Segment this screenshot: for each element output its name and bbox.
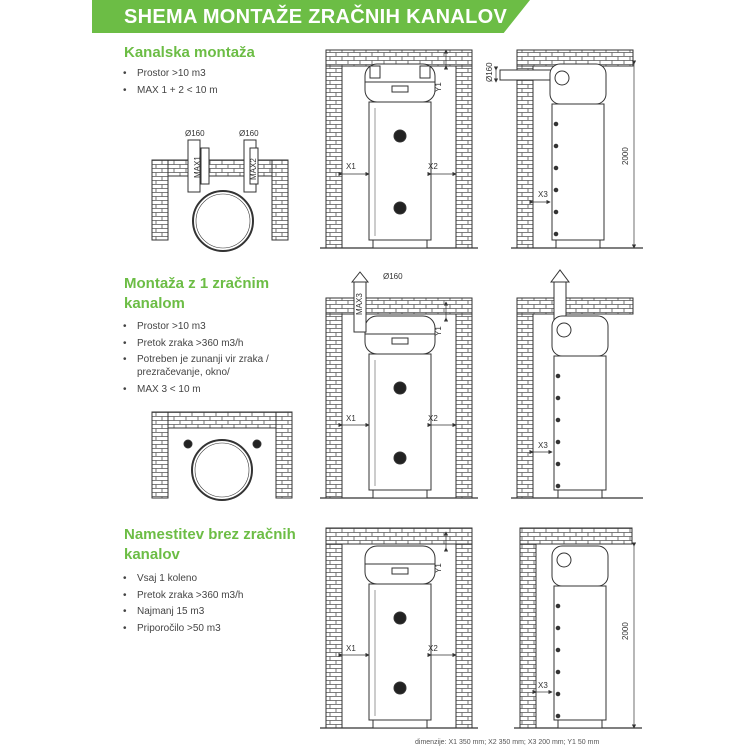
label-d160: Ø160 bbox=[239, 129, 259, 138]
brick-wall bbox=[276, 412, 292, 498]
section-2-title: Montaža z 1 zračnim kanalom bbox=[124, 275, 270, 312]
tank-body bbox=[554, 586, 606, 720]
brick-wall bbox=[326, 528, 342, 728]
pipe-connection bbox=[554, 166, 558, 170]
brick-wall bbox=[326, 50, 342, 248]
bullet: • MAX 3 < 10 m bbox=[118, 383, 308, 396]
tank-top-view bbox=[193, 191, 253, 251]
duct-port bbox=[184, 440, 192, 448]
pipe-connection bbox=[556, 604, 560, 608]
label-d160: Ø160 bbox=[485, 62, 494, 82]
brick-wall bbox=[517, 298, 533, 498]
brick-wall bbox=[520, 528, 632, 544]
tank-base bbox=[556, 240, 600, 248]
tank-body bbox=[369, 354, 431, 490]
brick-wall bbox=[456, 528, 472, 728]
section-3-title: Namestitev brez zračnih kanalov bbox=[124, 526, 296, 563]
tank-base bbox=[373, 720, 427, 728]
tank-body bbox=[554, 356, 606, 490]
brick-wall bbox=[326, 298, 472, 314]
pipe-connection bbox=[556, 714, 560, 718]
brick-wall bbox=[326, 298, 342, 498]
tank-body bbox=[369, 102, 431, 240]
label-x1: X1 bbox=[346, 644, 356, 653]
section-1-title: Kanalska montaža bbox=[124, 44, 255, 61]
tank-body bbox=[552, 104, 604, 240]
heat-pump-head bbox=[365, 546, 435, 584]
fan-housing bbox=[557, 323, 571, 337]
bullet: • Pretok zraka >360 m3/h bbox=[118, 337, 308, 350]
label-max1: MAX1 bbox=[193, 156, 202, 178]
display-panel bbox=[392, 338, 408, 344]
label-2000: 2000 bbox=[621, 147, 630, 165]
duct-arrow bbox=[352, 272, 368, 282]
bullet: • Priporočilo >50 m3 bbox=[118, 622, 318, 635]
dimension-box bbox=[201, 148, 209, 184]
duct-arrow bbox=[551, 270, 569, 282]
pipe-connection bbox=[554, 210, 558, 214]
label-x1: X1 bbox=[346, 414, 356, 423]
brick-wall bbox=[152, 160, 168, 240]
label-d160: Ø160 bbox=[383, 272, 403, 281]
label-x2: X2 bbox=[428, 414, 438, 423]
pipe-connection bbox=[554, 188, 558, 192]
tank-base bbox=[373, 240, 427, 248]
page-title: SHEMA MONTAŽE ZRAČNIH KANALOV bbox=[124, 6, 508, 28]
pipe-connection bbox=[554, 144, 558, 148]
pipe-connection bbox=[556, 648, 560, 652]
label-x3: X3 bbox=[538, 190, 548, 199]
pipe-connection bbox=[556, 484, 560, 488]
duct-port bbox=[253, 440, 261, 448]
pipe-connection bbox=[554, 122, 558, 126]
label-d160: Ø160 bbox=[185, 129, 205, 138]
label-x3: X3 bbox=[538, 441, 548, 450]
label-x1: X1 bbox=[346, 162, 356, 171]
brick-wall bbox=[152, 412, 292, 428]
bullet: • Najmanj 15 m3 bbox=[118, 605, 318, 618]
pipe-connection bbox=[394, 382, 406, 394]
bullet: • Pretok zraka >360 m3/h bbox=[118, 589, 318, 602]
pipe-connection bbox=[556, 462, 560, 466]
pipe-connection bbox=[556, 440, 560, 444]
brick-wall bbox=[456, 298, 472, 498]
duct-stub bbox=[370, 66, 380, 78]
label-x2: X2 bbox=[428, 644, 438, 653]
label-max3: MAX3 bbox=[355, 293, 364, 315]
tank-base bbox=[558, 720, 602, 728]
pipe-connection bbox=[394, 202, 406, 214]
pipe-connection bbox=[556, 374, 560, 378]
brick-wall bbox=[152, 412, 168, 498]
label-y1: Y1 bbox=[434, 326, 443, 336]
pipe-connection bbox=[394, 452, 406, 464]
bullet: • Vsaj 1 koleno bbox=[118, 572, 318, 585]
label-y1: Y1 bbox=[434, 82, 443, 92]
pipe-connection bbox=[556, 626, 560, 630]
pipe-connection bbox=[556, 670, 560, 674]
tank-base bbox=[558, 490, 602, 498]
label-max2: MAX2 bbox=[249, 158, 258, 180]
bullet: • Prostor >10 m3 bbox=[118, 320, 308, 333]
brick-wall bbox=[517, 298, 633, 314]
display-panel bbox=[392, 568, 408, 574]
tank-body bbox=[369, 584, 431, 720]
pipe-connection bbox=[556, 418, 560, 422]
label-x3: X3 bbox=[538, 681, 548, 690]
dimensions-footnote: dimenzije: X1 350 mm; X2 350 mm; X3 200 mm; Y1 50 mm bbox=[415, 739, 600, 746]
pipe-connection bbox=[556, 692, 560, 696]
bullet: • MAX 1 + 2 < 10 m bbox=[118, 84, 318, 97]
pipe-connection bbox=[394, 130, 406, 142]
brick-wall bbox=[272, 160, 288, 240]
pipe-connection bbox=[554, 232, 558, 236]
bullet: • Potreben je zunanji vir zraka / prezračevanje, okno/ bbox=[118, 353, 308, 379]
duct-stub bbox=[420, 66, 430, 78]
tank-base bbox=[373, 490, 427, 498]
bullet: • Prostor >10 m3 bbox=[118, 67, 318, 80]
label-x2: X2 bbox=[428, 162, 438, 171]
fan-housing bbox=[555, 71, 569, 85]
pipe-connection bbox=[394, 682, 406, 694]
brick-wall bbox=[456, 50, 472, 248]
pipe-connection bbox=[556, 396, 560, 400]
brick-wall bbox=[520, 528, 536, 728]
label-y1: Y1 bbox=[434, 563, 443, 573]
pipe-connection bbox=[394, 612, 406, 624]
display-panel bbox=[392, 86, 408, 92]
heat-pump-head bbox=[365, 316, 435, 354]
fan-housing bbox=[557, 553, 571, 567]
tank-top-view bbox=[192, 440, 252, 500]
brick-wall bbox=[326, 528, 472, 544]
brick-wall bbox=[152, 160, 288, 176]
label-2000: 2000 bbox=[621, 622, 630, 640]
